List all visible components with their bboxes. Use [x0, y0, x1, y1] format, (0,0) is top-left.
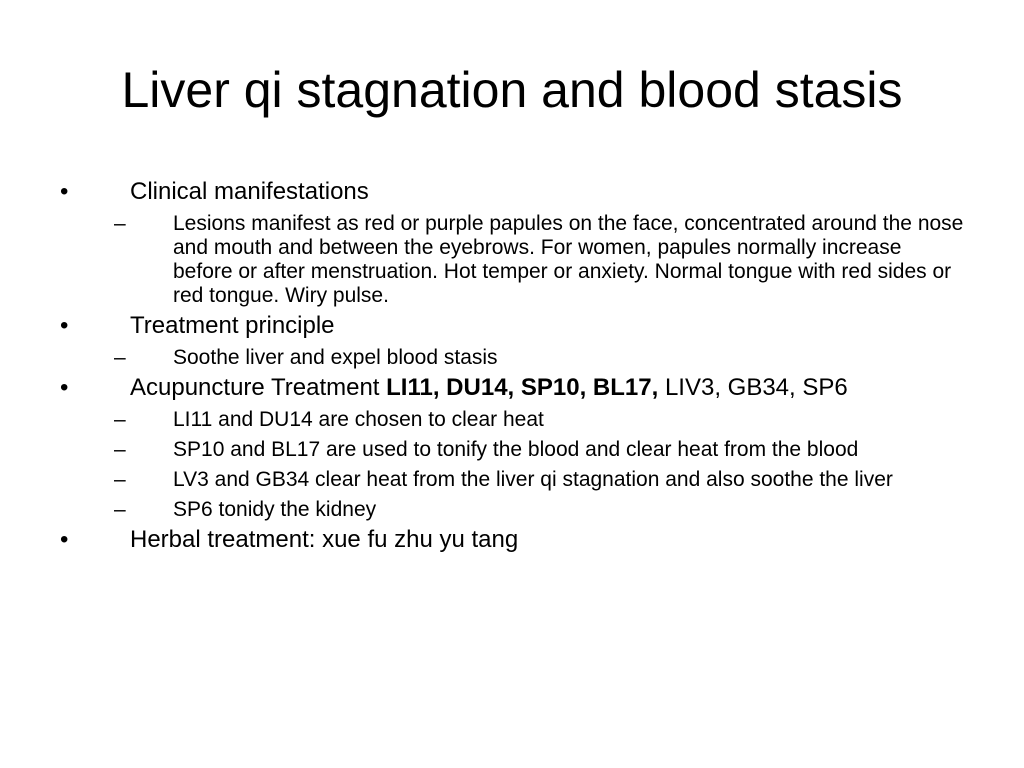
bullet-item-acupuncture-treatment	[0, 376, 1024, 400]
dash-icon: –	[114, 408, 126, 431]
dash-icon: –	[114, 438, 126, 461]
sub-bullet-item	[0, 212, 1024, 308]
bullet-text-prefix: Acupuncture Treatment	[130, 374, 387, 401]
bullet-text: Clinical manifestations	[130, 178, 369, 205]
bullet-item-clinical-manifestations	[0, 180, 1024, 204]
sub-bullet-text: Lesions manifest as red or purple papules on the face, concentrated around the nose and mouth and between the eyebrows. For women, papules normally increase before or after menstruation. Hot temper or anxiety. Normal tongue with red sides or red tongue. Wiry pulse.	[173, 212, 964, 307]
bullet-item-herbal-treatment	[0, 528, 1024, 552]
bullet-icon: •	[60, 312, 69, 339]
bullet-icon: •	[60, 526, 69, 553]
dash-icon: –	[114, 346, 126, 369]
bullet-text: Herbal treatment: xue fu zhu yu tang	[130, 526, 519, 553]
dash-icon: –	[114, 212, 126, 235]
bullet-text: Treatment principle	[130, 312, 335, 339]
bullet-text-suffix: LIV3, GB34, SP6	[658, 374, 848, 401]
bullet-icon: •	[60, 374, 69, 401]
sub-bullet-text: LI11 and DU14 are chosen to clear heat	[173, 408, 544, 431]
slide-content	[0, 180, 1024, 560]
sub-bullet-item	[0, 498, 1024, 522]
slide-title: Liver qi stagnation and blood stasis	[121, 62, 903, 118]
sub-bullet-item	[0, 346, 1024, 370]
sub-bullet-text: SP6 tonidy the kidney	[173, 498, 377, 521]
bullet-icon: •	[60, 178, 69, 205]
dash-icon: –	[114, 498, 126, 521]
sub-bullet-item	[0, 468, 1024, 492]
bullet-text-points-bold: LI11, DU14, SP10, BL17,	[386, 374, 659, 401]
sub-bullet-text: LV3 and GB34 clear heat from the liver qi stagnation and also soothe the liver	[173, 468, 893, 491]
sub-bullet-text: Soothe liver and expel blood stasis	[173, 346, 498, 369]
sub-bullet-text: SP10 and BL17 are used to tonify the blood and clear heat from the blood	[173, 438, 859, 461]
sub-bullet-item	[0, 408, 1024, 432]
sub-bullet-item	[0, 438, 1024, 462]
dash-icon: –	[114, 468, 126, 491]
bullet-item-treatment-principle	[0, 314, 1024, 338]
